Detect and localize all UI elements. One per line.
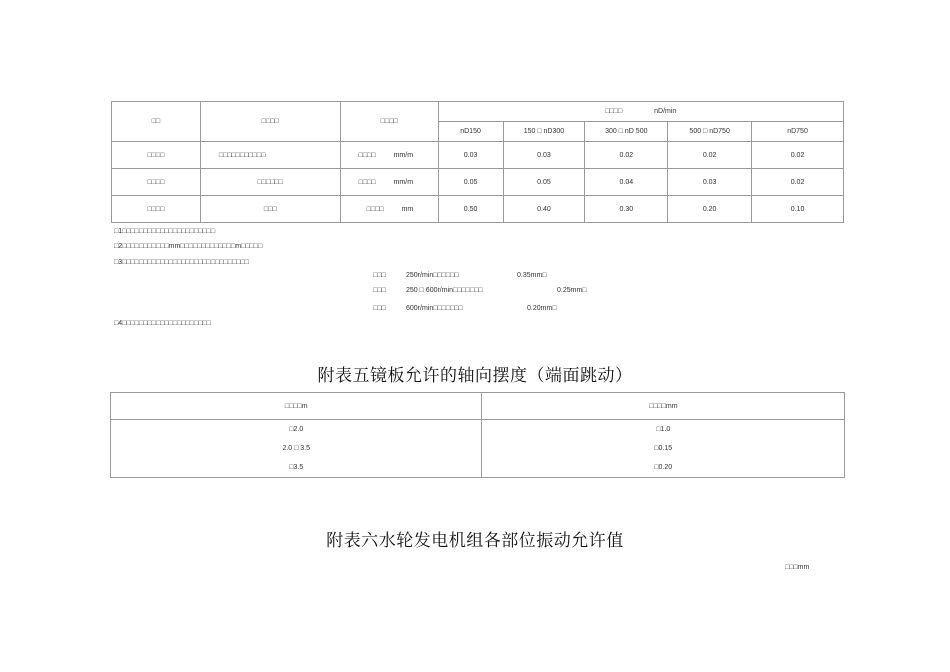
speed-unit: nD/min [654,108,677,115]
speed-col-1: nD150 [438,122,503,142]
header-col2: □□□□ [200,102,340,142]
row3-c2: □□□ [200,196,340,223]
subnote-2-a: □□□ [373,287,386,294]
row3-v1: 0.50 [438,196,503,223]
speed-group-label: □□□□ [605,108,623,115]
bearing-swing-table [111,101,844,223]
subnote-3-a: □□□ [373,305,386,312]
header-speed-group [438,102,843,122]
section-title-5: 附表五镜板允许的轴向摆度（端面跳动） [317,366,633,385]
row3-c1: □□□□ [112,196,201,223]
t2-left-2: 2.0 □ 3.5 [282,445,311,452]
t2-right-1: □1.0 [656,426,671,433]
row3-v3: 0.30 [585,196,668,223]
row2-unit: mm/m [393,178,414,186]
header-col3: □□□□ [340,102,438,142]
row2-v5: 0.02 [752,169,844,196]
row3-unit: mm [401,205,414,213]
row2-c3-label: □□□□ [358,178,376,186]
mirror-plate-table [110,392,845,478]
subnote-2-b: 250 □ 600r/min□□□□□□□ [406,287,483,294]
section-title-6: 附表六水轮发电机组各部位振动允许值 [326,531,624,550]
row3-c3-label: □□□□ [366,205,384,213]
row2-v2: 0.05 [503,169,585,196]
speed-col-4: 500 □ nD750 [668,122,752,142]
row1-v5: 0.02 [752,142,844,169]
note-1: □1□□□□□□□□□□□□□□□□□□□□□□ [114,228,216,235]
note-4: □4□□□□□□□□□□□□□□□□□□□□□ [114,320,211,327]
row2-c1: □□□□ [112,169,201,196]
subnote-2-c: 0.25mm□ [557,287,587,294]
note-2: □2□□□□□□□□□□□mm□□□□□□□□□□□□□m□□□□□ [114,243,263,250]
t2-left-1: □2.0 [289,426,304,433]
row1-v3: 0.02 [585,142,668,169]
subnote-3-b: 600r/min□□□□□□□ [406,305,463,312]
row1-c3-label: □□□□ [358,151,376,159]
row2-v3: 0.04 [585,169,668,196]
row1-c1: □□□□ [112,142,201,169]
t2-left-3: □3.5 [289,464,304,471]
t2-header-left: □□□□m [111,393,482,420]
table-row [112,142,844,169]
speed-col-5: nD750 [752,122,844,142]
subnote-1-b: 250r/min□□□□□□ [406,272,459,279]
table-row [112,169,844,196]
row1-v4: 0.02 [668,142,752,169]
table-row [112,196,844,223]
subnote-3-c: 0.20mm□ [527,305,557,312]
row3-v4: 0.20 [668,196,752,223]
row1-c2: □□□□□□□□□□□ [200,142,340,169]
row1-unit: mm/m [393,151,414,159]
speed-col-3: 300 □ nD 500 [585,122,668,142]
row2-c2: □□□□□□ [200,169,340,196]
subnote-1-a: □□□ [373,272,386,279]
row2-c3 [340,169,438,196]
row3-v2: 0.40 [503,196,585,223]
t2-right-3: □0.20 [654,464,673,471]
row3-c3 [340,196,438,223]
row2-v1: 0.05 [438,169,503,196]
subnote-1-c: 0.35mm□ [517,272,547,279]
row1-v2: 0.03 [503,142,585,169]
t2-header-right: □□□□mm [482,393,845,420]
row2-v4: 0.03 [668,169,752,196]
t2-right-cell [482,420,845,478]
unit-note: □□□mm [785,564,810,571]
speed-col-2: 150 □ nD300 [503,122,585,142]
row3-v5: 0.10 [752,196,844,223]
header-col1: □□ [112,102,201,142]
t2-left-cell [111,420,482,478]
note-3: □3□□□□□□□□□□□□□□□□□□□□□□□□□□□□□□ [114,259,249,266]
row1-v1: 0.03 [438,142,503,169]
row1-c3 [340,142,438,169]
t2-right-2: □0.15 [654,445,673,452]
